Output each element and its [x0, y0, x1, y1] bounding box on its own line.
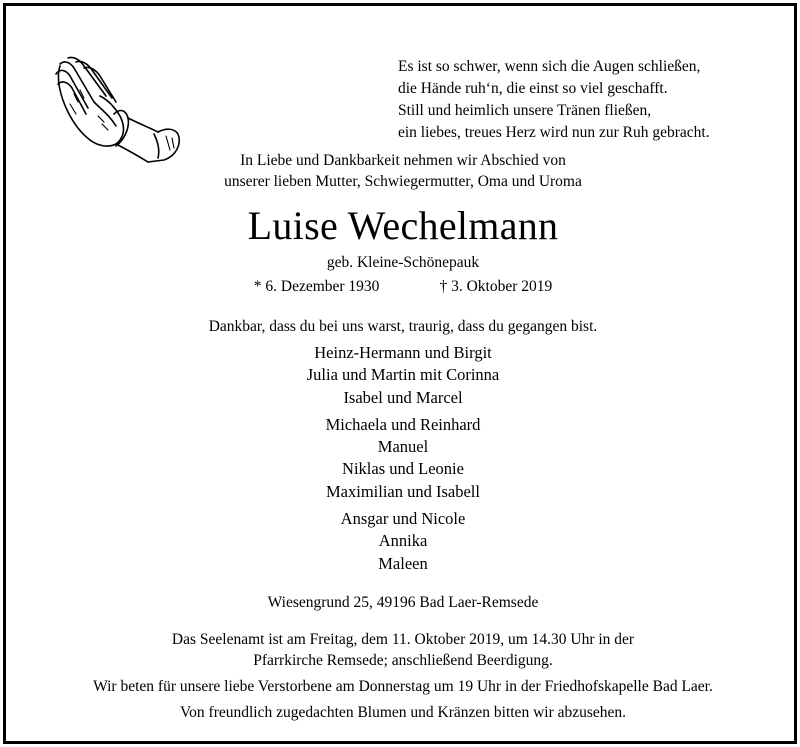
family-member: Maleen — [378, 553, 428, 573]
birth-name: geb. Kleine-Schönepauk — [326, 254, 480, 271]
family-member: Niklas und Leonie — [342, 459, 464, 479]
family-group — [6, 342, 800, 409]
family-list — [6, 342, 800, 580]
family-group — [6, 414, 800, 503]
family-group — [6, 508, 800, 575]
birth-date: * 6. Dezember 1930 — [253, 278, 380, 295]
intro-line: unserer lieben Mutter, Schwiegermutter, Oma und Uroma — [224, 173, 582, 190]
family-member: Isabel und Marcel — [343, 387, 463, 407]
praying-hands-icon — [54, 54, 184, 164]
flowers-note: Von freundlich zugedachten Blumen und Kränzen bitten wir abzusehen. — [179, 704, 627, 721]
family-member: Julia und Martin mit Corinna — [306, 365, 500, 385]
family-member: Maximilian und Isabell — [326, 481, 480, 501]
family-member: Heinz-Hermann und Birgit — [314, 343, 492, 362]
death-date: † 3. Oktober 2019 — [439, 278, 553, 295]
family-member: Annika — [378, 531, 428, 551]
quote: Dankbar, dass du bei uns warst, traurig, dass du gegangen bist. — [208, 318, 598, 335]
poem — [398, 56, 710, 144]
deceased-name: Luise Wechelmann — [247, 203, 559, 248]
service-info: Das Seelenamt ist am Freitag, dem 11. Oktober 2019, um 14.30 Uhr in der — [171, 631, 635, 648]
family-member: Ansgar und Nicole — [340, 509, 466, 529]
service-info: Pfarrkirche Remsede; anschließend Beerdigung. — [253, 652, 553, 669]
poem-line: die Hände ruh‘n, die einst so viel geschafft. — [398, 80, 668, 97]
intro-line: In Liebe und Dankbarkeit nehmen wir Abschied von — [240, 152, 566, 169]
prayer-info: Wir beten für unsere liebe Verstorbene am Donnerstag um 19 Uhr in der Friedhofskapelle Bad Laer. — [93, 678, 713, 695]
poem-line: Still und heimlich unsere Tränen fließen, — [398, 102, 652, 119]
notes — [6, 629, 800, 723]
poem-line: Es ist so schwer, wenn sich die Augen schließen, — [398, 58, 701, 75]
family-member: Manuel — [377, 437, 429, 457]
obituary-frame — [3, 3, 797, 744]
intro-text — [6, 150, 800, 192]
address: Wiesengrund 25, 49196 Bad Laer-Remsede — [267, 594, 539, 611]
poem-line: ein liebes, treues Herz wird nun zur Ruh gebracht. — [398, 124, 710, 141]
life-dates — [6, 278, 800, 296]
family-member: Michaela und Reinhard — [325, 414, 481, 434]
